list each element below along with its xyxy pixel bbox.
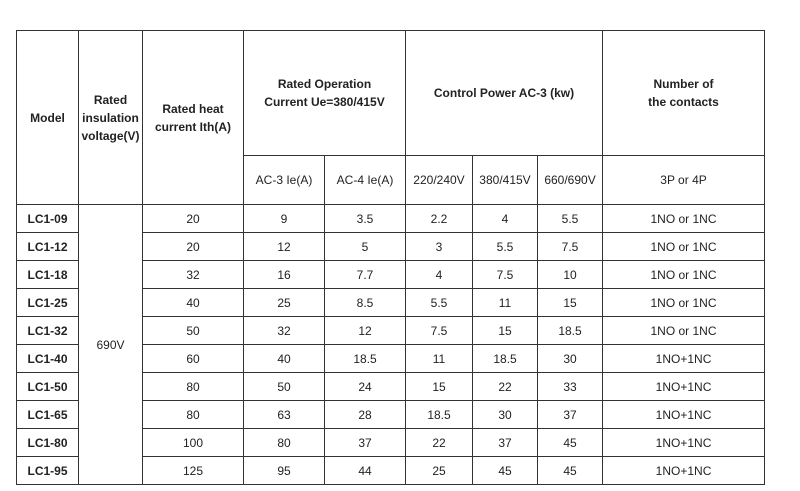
subheader-ac4: AC-4 Ie(A) bbox=[325, 156, 406, 205]
contacts-cell: 1NO or 1NC bbox=[603, 289, 765, 317]
contacts-cell: 1NO+1NC bbox=[603, 401, 765, 429]
ac3-cell: 50 bbox=[244, 373, 325, 401]
ith-cell: 125 bbox=[143, 457, 244, 485]
header-contacts: Number of the contacts bbox=[603, 31, 765, 156]
header-rated-heat-current: Rated heat current Ith(A) bbox=[143, 31, 244, 205]
ac3-cell: 25 bbox=[244, 289, 325, 317]
model-cell: LC1-12 bbox=[17, 233, 79, 261]
power-380v-cell: 4 bbox=[473, 205, 538, 233]
power-380v-cell: 30 bbox=[473, 401, 538, 429]
contacts-cell: 1NO or 1NC bbox=[603, 205, 765, 233]
power-380v-cell: 18.5 bbox=[473, 345, 538, 373]
contacts-cell: 1NO+1NC bbox=[603, 457, 765, 485]
ac4-cell: 28 bbox=[325, 401, 406, 429]
power-220v-cell: 4 bbox=[406, 261, 473, 289]
power-380v-cell: 45 bbox=[473, 457, 538, 485]
model-cell: LC1-95 bbox=[17, 457, 79, 485]
power-660v-cell: 37 bbox=[538, 401, 603, 429]
contacts-cell: 1NO or 1NC bbox=[603, 261, 765, 289]
contacts-cell: 1NO or 1NC bbox=[603, 317, 765, 345]
model-cell: LC1-65 bbox=[17, 401, 79, 429]
header-model: Model bbox=[17, 31, 79, 205]
ac3-cell: 40 bbox=[244, 345, 325, 373]
ac4-cell: 8.5 bbox=[325, 289, 406, 317]
power-380v-cell: 11 bbox=[473, 289, 538, 317]
ith-cell: 80 bbox=[143, 401, 244, 429]
header-insulation-voltage: Rated insulation voltage(V) bbox=[79, 31, 143, 205]
header-control-power: Control Power AC-3 (kw) bbox=[406, 31, 603, 156]
ac4-cell: 44 bbox=[325, 457, 406, 485]
ac4-cell: 12 bbox=[325, 317, 406, 345]
power-380v-cell: 5.5 bbox=[473, 233, 538, 261]
power-220v-cell: 25 bbox=[406, 457, 473, 485]
ac3-cell: 9 bbox=[244, 205, 325, 233]
power-220v-cell: 15 bbox=[406, 373, 473, 401]
model-cell: LC1-50 bbox=[17, 373, 79, 401]
ac3-cell: 16 bbox=[244, 261, 325, 289]
contacts-cell: 1NO+1NC bbox=[603, 345, 765, 373]
ith-cell: 50 bbox=[143, 317, 244, 345]
power-380v-cell: 37 bbox=[473, 429, 538, 457]
table-body bbox=[17, 31, 765, 485]
ac4-cell: 37 bbox=[325, 429, 406, 457]
contactor-spec-table bbox=[16, 30, 765, 485]
power-220v-cell: 3 bbox=[406, 233, 473, 261]
power-660v-cell: 33 bbox=[538, 373, 603, 401]
power-220v-cell: 7.5 bbox=[406, 317, 473, 345]
subheader-220v: 220/240V bbox=[406, 156, 473, 205]
power-660v-cell: 10 bbox=[538, 261, 603, 289]
ac4-cell: 18.5 bbox=[325, 345, 406, 373]
ith-cell: 40 bbox=[143, 289, 244, 317]
ac4-cell: 7.7 bbox=[325, 261, 406, 289]
ac3-cell: 80 bbox=[244, 429, 325, 457]
power-660v-cell: 30 bbox=[538, 345, 603, 373]
model-cell: LC1-18 bbox=[17, 261, 79, 289]
model-cell: LC1-80 bbox=[17, 429, 79, 457]
ith-cell: 20 bbox=[143, 205, 244, 233]
subheader-ac3: AC-3 Ie(A) bbox=[244, 156, 325, 205]
model-cell: LC1-09 bbox=[17, 205, 79, 233]
contacts-cell: 1NO or 1NC bbox=[603, 233, 765, 261]
ith-cell: 20 bbox=[143, 233, 244, 261]
power-380v-cell: 15 bbox=[473, 317, 538, 345]
ith-cell: 60 bbox=[143, 345, 244, 373]
ith-cell: 100 bbox=[143, 429, 244, 457]
contacts-cell: 1NO+1NC bbox=[603, 429, 765, 457]
ac3-cell: 63 bbox=[244, 401, 325, 429]
ith-cell: 32 bbox=[143, 261, 244, 289]
power-660v-cell: 15 bbox=[538, 289, 603, 317]
ac4-cell: 5 bbox=[325, 233, 406, 261]
header-rated-operation-current: Rated Operation Current Ue=380/415V bbox=[244, 31, 406, 156]
table-row bbox=[17, 205, 765, 233]
power-220v-cell: 5.5 bbox=[406, 289, 473, 317]
power-660v-cell: 45 bbox=[538, 457, 603, 485]
subheader-poles: 3P or 4P bbox=[603, 156, 765, 205]
power-220v-cell: 22 bbox=[406, 429, 473, 457]
power-220v-cell: 18.5 bbox=[406, 401, 473, 429]
power-380v-cell: 22 bbox=[473, 373, 538, 401]
power-220v-cell: 2.2 bbox=[406, 205, 473, 233]
power-220v-cell: 11 bbox=[406, 345, 473, 373]
ac4-cell: 24 bbox=[325, 373, 406, 401]
ac3-cell: 95 bbox=[244, 457, 325, 485]
ith-cell: 80 bbox=[143, 373, 244, 401]
power-380v-cell: 7.5 bbox=[473, 261, 538, 289]
ac3-cell: 12 bbox=[244, 233, 325, 261]
ac4-cell: 3.5 bbox=[325, 205, 406, 233]
subheader-380v: 380/415V bbox=[473, 156, 538, 205]
model-cell: LC1-32 bbox=[17, 317, 79, 345]
power-660v-cell: 45 bbox=[538, 429, 603, 457]
power-660v-cell: 18.5 bbox=[538, 317, 603, 345]
model-cell: LC1-40 bbox=[17, 345, 79, 373]
contacts-cell: 1NO+1NC bbox=[603, 373, 765, 401]
subheader-660v: 660/690V bbox=[538, 156, 603, 205]
model-cell: LC1-25 bbox=[17, 289, 79, 317]
power-660v-cell: 7.5 bbox=[538, 233, 603, 261]
header-row bbox=[17, 31, 765, 156]
ac3-cell: 32 bbox=[244, 317, 325, 345]
insulation-voltage-cell: 690V bbox=[79, 205, 143, 485]
power-660v-cell: 5.5 bbox=[538, 205, 603, 233]
